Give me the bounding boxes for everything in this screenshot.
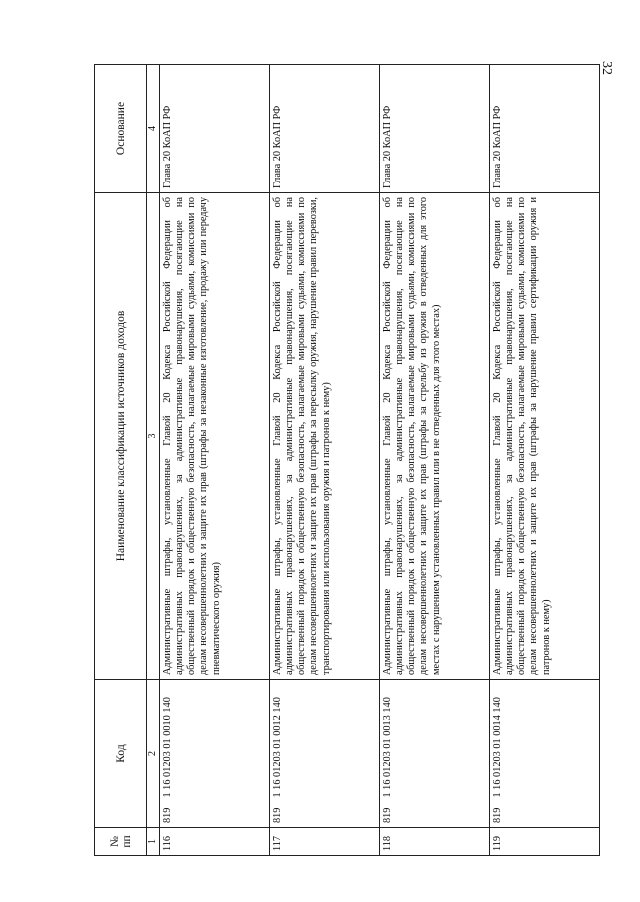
column-number: 4	[147, 65, 160, 193]
header-code: Код	[95, 680, 147, 828]
income-code: 1 16 01203 01 0012 140	[272, 697, 283, 798]
row-basis: Глава 20 КоАП РФ	[380, 65, 490, 193]
row-number: 116	[160, 828, 270, 856]
column-number: 2	[147, 680, 160, 828]
rotated-table-container	[94, 64, 600, 856]
row-number: 119	[490, 828, 600, 856]
column-number: 1	[147, 828, 160, 856]
row-code	[270, 680, 380, 828]
admin-code: 819	[272, 807, 283, 823]
row-code	[490, 680, 600, 828]
row-code	[160, 680, 270, 828]
admin-code: 819	[162, 807, 173, 823]
table-row	[160, 65, 270, 856]
row-number: 118	[380, 828, 490, 856]
row-number: 117	[270, 828, 380, 856]
row-name: Административные штрафы, установленные Главой 20 Кодекса Российской Федерации об административных правонарушениях, за административные правонарушения, посягающие на общественный порядок и общественную безопасность, налагаемые мировыми судьями, комиссиями по делам несовершеннолетних и защите их прав (штрафы за пересылку оружия, нарушение правил перевозки, транспортирования или использования оружия и патронов к нему)	[270, 193, 380, 680]
header-name: Наименование классификации источников доходов	[95, 193, 147, 680]
admin-code: 819	[382, 807, 393, 823]
row-basis: Глава 20 КоАП РФ	[160, 65, 270, 193]
row-name: Административные штрафы, установленные Главой 20 Кодекса Российской Федерации об административных правонарушениях, за административные правонарушения, посягающие на общественный порядок и общественную безопасность, налагаемые мировыми судьями, комиссиями по делам несовершеннолетних и защите их прав (штрафы за незаконные изготовление, продажу или передачу пневматического оружия)	[160, 193, 270, 680]
table-row	[270, 65, 380, 856]
income-code: 1 16 01203 01 0014 140	[492, 697, 503, 798]
row-code	[380, 680, 490, 828]
row-basis: Глава 20 КоАП РФ	[490, 65, 600, 193]
table-row	[490, 65, 600, 856]
header-basis: Основание	[95, 65, 147, 193]
admin-code: 819	[492, 807, 503, 823]
page-number: 32	[599, 61, 614, 75]
row-basis: Глава 20 КоАП РФ	[270, 65, 380, 193]
income-code: 1 16 01203 01 0010 140	[162, 697, 173, 798]
row-name: Административные штрафы, установленные Главой 20 Кодекса Российской Федерации об административных правонарушениях, за административные правонарушения, посягающие на общественный порядок и общественную безопасность, налагаемые мировыми судьями, комиссиями по делам несовершеннолетних и защите их прав (штрафы за стрельбу из оружия в отведенных для этого местах с нарушением установленных правил или в не отведенных для этого местах)	[380, 193, 490, 680]
row-name: Административные штрафы, установленные Главой 20 Кодекса Российской Федерации об административных правонарушениях, за административные правонарушения, посягающие на общественный порядок и общественную безопасность, налагаемые мировыми судьями, комиссиями по делам несовершеннолетних и защите их прав (штрафы за нарушение правил сертификации оружия и патронов к нему)	[490, 193, 600, 680]
column-number: 3	[147, 193, 160, 680]
table-row	[380, 65, 490, 856]
income-classification-table	[94, 64, 600, 856]
income-code: 1 16 01203 01 0013 140	[382, 697, 393, 798]
header-num: № пп	[95, 828, 147, 856]
